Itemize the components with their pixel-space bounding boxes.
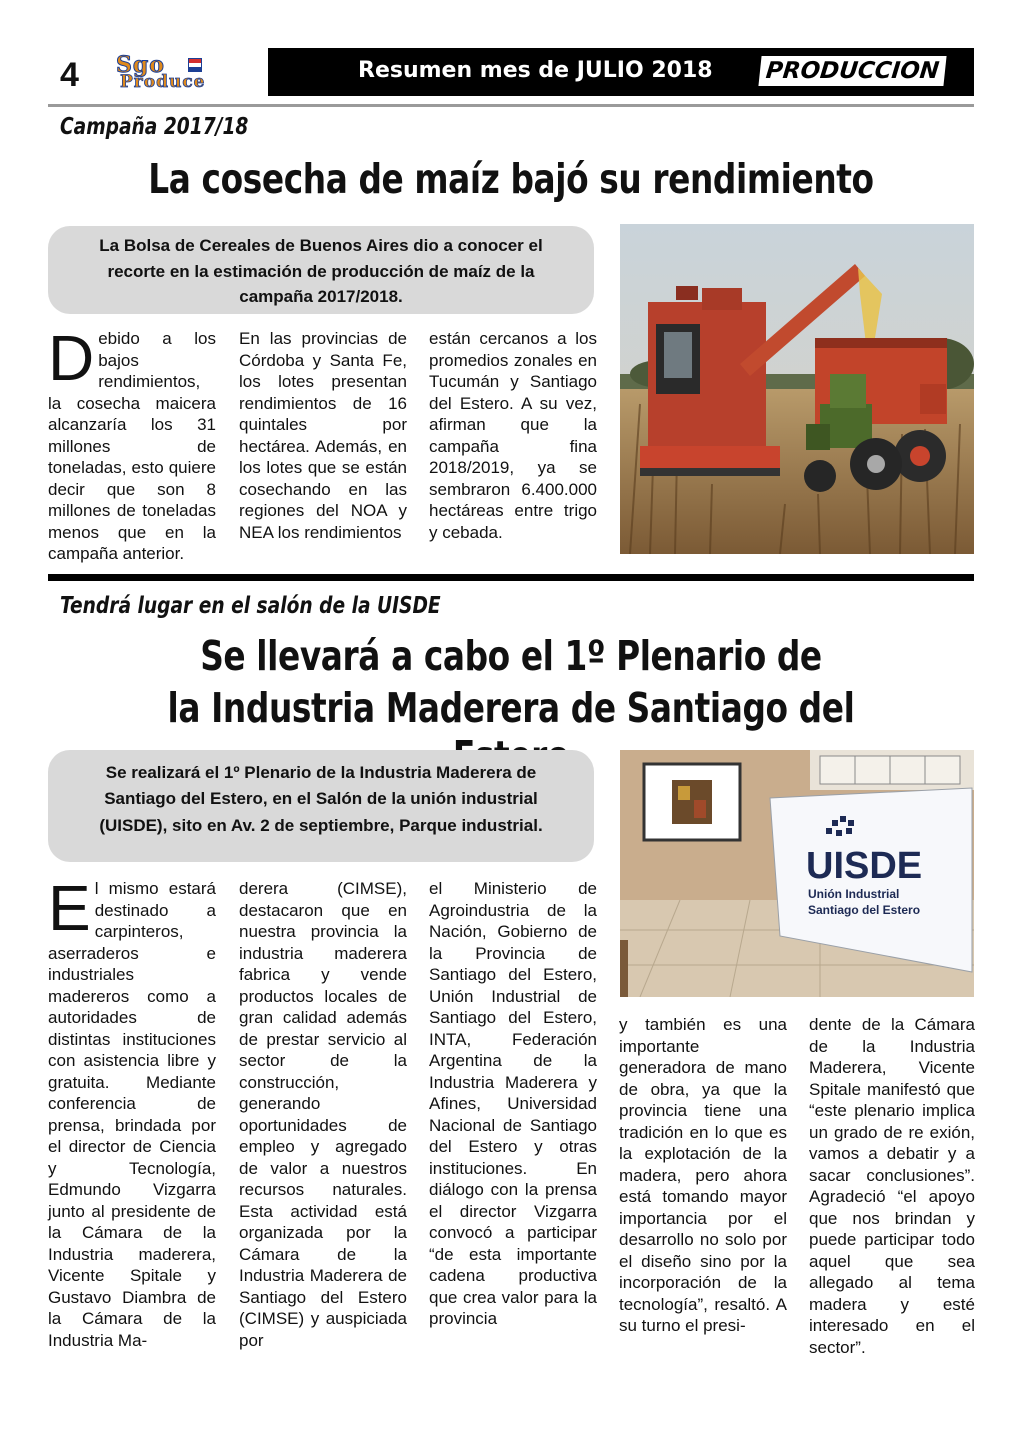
banner-brand: UISDE [806,845,923,887]
header-bar [268,48,974,96]
flag-icon [188,58,202,72]
banner-subtitle-1: Unión Industrial [808,887,900,901]
article2-column-3: el Ministerio de Agroindustria de la Nación, Gobierno de la Provincia de Santiago del Estero, Unión Industrial de Santiago del Estero, INTA, Federación Argentina de la Industria Maderera y Afines, Universidad Nacional de Santiago del Estero y otras instituciones. En diálogo con la prensa el director Vizgarra convocó a participar “de esta importante cadena productiva que crea valor para la provincia [429,879,597,1328]
article1-dropcap: D [48,322,95,394]
article1-column-1 [48,322,216,565]
harvest-photo-illustration [620,224,974,554]
header-divider [48,104,974,107]
uisde-salon-photo [620,750,974,997]
article2-headline-line1: Se llevará a cabo el 1º Plenario de [200,632,822,680]
article1-col1-text: ebido a los bajos rendimientos, la cosecha maicera alcanzaría los 31 millones de toneladas, esto quiere decir que son 8 millones de toneladas menos que en la campaña anterior. [48,329,216,563]
article2-kicker: Tendrá lugar en el salón de la UISDE [60,593,441,619]
harvest-photo [620,224,974,554]
article1-column-3: están cercanos a los promedios zonales en Tucumán y Santiago del Estero. A su vez, afirman que la campaña fina 2018/2019, ya se sembraron 6.400.000 hectáreas entre trigo y cebada. [429,329,597,542]
article2-dropcap: E [48,872,91,944]
article2-lead: Se realizará el 1º Plenario de la Industria Maderera de Santiago del Estero, en el Salón de la unión industrial (UISDE), sito en Av. 2 de septiembre, Parque industrial. [48,750,594,862]
article1-column-2: En las provincias de Córdoba y Santa Fe, los lotes presentan rendimientos de 16 quintales por hectárea. Además, en los lotes que se están cosechando en las regiones del NOA y NEA los rendimientos [239,329,407,542]
section-label: PRODUCCION [758,56,946,86]
logo-top-text: Sgo [116,52,165,78]
article1-headline: La cosecha de maíz bajó su rendimiento [148,155,874,203]
publication-logo [114,52,256,94]
logo-bottom-text: Produce [120,72,206,92]
banner-subtitle-2: Santiago del Estero [808,903,921,917]
month-summary: Resumen mes de JULIO 2018 [358,58,713,83]
page-number: 4 [60,56,79,94]
article-divider [48,574,974,581]
article2-column-1 [48,872,216,1351]
article1-kicker: Campaña 2017/18 [60,114,249,140]
article2-col1-text: l mismo estará destinado a carpinteros, aserraderos e industriales madereros como a autoridades de distintas instituciones con asistencia libre y gratuita. Mediante conferencia de prensa, brindada por el director de Ciencia y Tecnología, Edmundo Vizgarra junto al presidente de la Cámara de la Industria maderera, Vicente Spitale y Gustavo Diambra de la Cámara de la Industria Ma- [48,879,216,1350]
uisde-salon-illustration [620,750,974,997]
article2-column-5: dente de la Cámara de la Industria Maderera, Vicente Spitale manifestó que “este plenario implica un grado de re exión, vamos a debatir y a sacar conclusiones”. Agradeció “el apoyo que nos brindan y puede participar todo aquel que sea allegado al tema madera y esté interesado en el sector”. [809,1015,975,1357]
article2-column-4: y también es una importante generadora de mano de obra, ya que la provincia tiene una tradición en lo que es la explotación de la madera, pero ahora está tomando mayor importancia por el desarrollo no solo por el diseño sino por la incorporación de la tecnología”, resaltó. A su turno el presi- [619,1015,787,1335]
article2-headline-line2: la Industria Maderera de Santiago del [167,684,855,732]
article1-lead: La Bolsa de Cereales de Buenos Aires dio a conocer el recorte en la estimación de producción de maíz de la campaña 2017/2018. [48,226,594,314]
article2-column-2: derera (CIMSE), destacaron que en nuestra provincia la industria maderera fabrica y vende productos locales de gran calidad además de prestar servicio al sector de la construcción, generando oportunidades de empleo y agregado de valor a nuestros recursos naturales. Esta actividad está organizada por la Cámara de la Industria Maderera de Santiago del Estero (CIMSE) y auspiciada por [239,879,407,1350]
